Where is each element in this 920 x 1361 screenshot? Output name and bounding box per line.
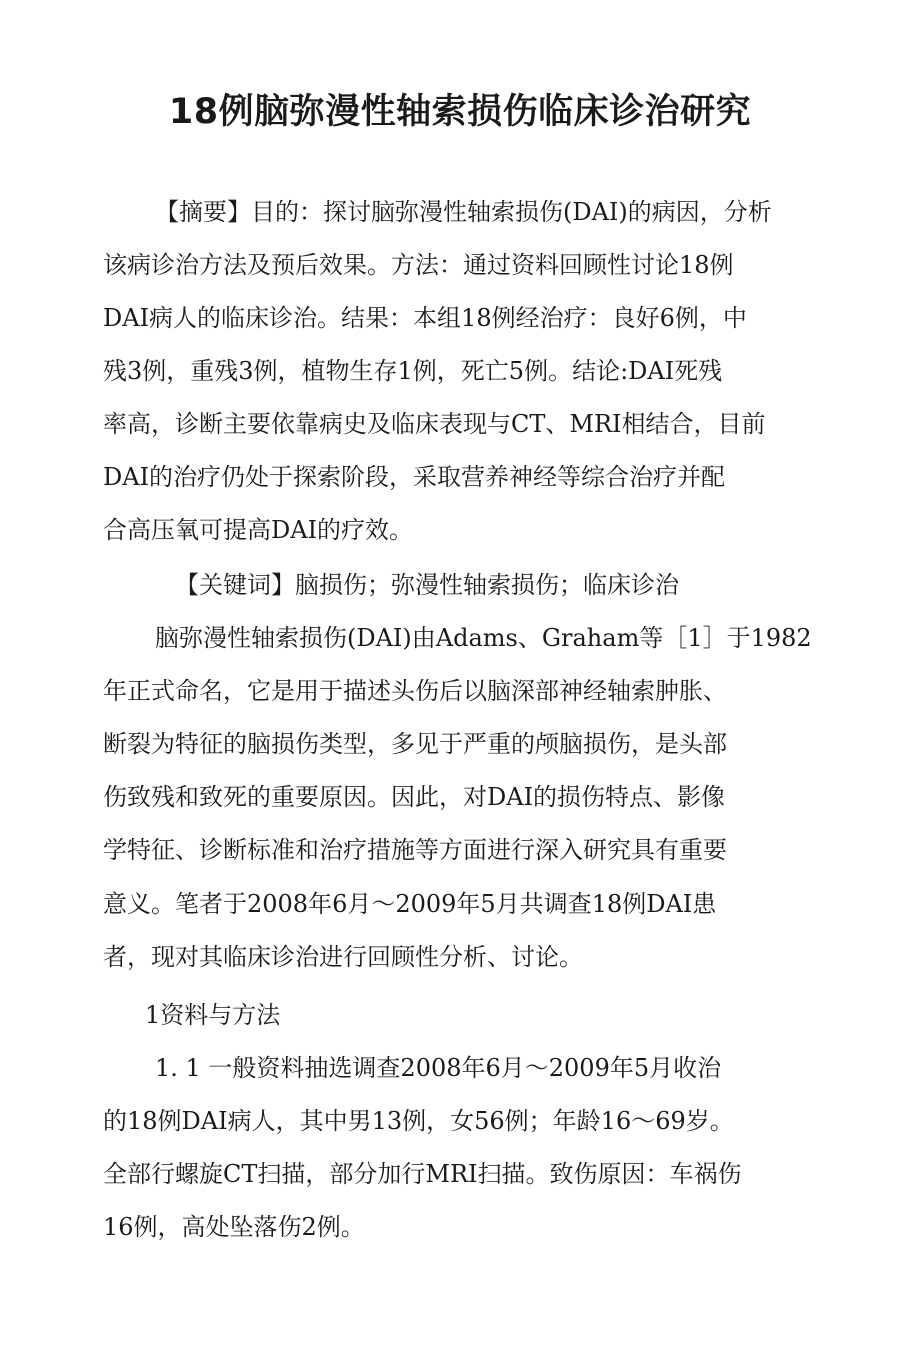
intro-line: 脑弥漫性轴索损伤(DAI)由Adams、Graham等［1］于1982	[155, 624, 812, 652]
intro-line: 意义。笔者于2008年6月～2009年5月共调查18例DAI患	[103, 890, 717, 918]
intro-line: 伤致残和致死的重要原因。因此，对DAI的损伤特点、影像	[103, 783, 726, 811]
abstract-line: DAI病人的临床诊治。结果：本组18例经治疗：良好6例，中	[103, 304, 747, 332]
subsection-line: 1. 1 一般资料抽选调查2008年6月～2009年5月收治	[155, 1054, 722, 1082]
abstract-line: 残3例，重残3例，植物生存1例，死亡5例。结论:DAI死残	[103, 357, 723, 385]
subsection-line: 全部行螺旋CT扫描，部分加行MRI扫描。致伤原因：车祸伤	[103, 1160, 742, 1188]
abstract-line: 率高，诊断主要依靠病史及临床表现与CT、MRI相结合，目前	[103, 410, 766, 438]
section-heading: 1资料与方法	[145, 1001, 281, 1029]
intro-line: 断裂为特征的脑损伤类型，多见于严重的颅脑损伤，是头部	[103, 730, 727, 758]
intro-line: 年正式命名，它是用于描述头伤后以脑深部神经轴索肿胀、	[103, 677, 727, 705]
abstract-line: 该病诊治方法及预后效果。方法：通过资料回顾性讨论18例	[103, 251, 734, 279]
document-title: 18例脑弥漫性轴索损伤临床诊治研究	[168, 92, 752, 132]
intro-line: 学特征、诊断标准和治疗措施等方面进行深入研究具有重要	[103, 836, 727, 864]
subsection-line: 16例，高处坠落伤2例。	[103, 1213, 365, 1241]
abstract-line: DAI的治疗仍处于探索阶段，采取营养神经等综合治疗并配	[103, 463, 726, 491]
keywords-line: 【关键词】脑损伤；弥漫性轴索损伤；临床诊治	[175, 571, 679, 599]
intro-line: 者，现对其临床诊治进行回顾性分析、讨论。	[103, 943, 583, 971]
abstract-line: 合高压氧可提高DAI的疗效。	[103, 516, 414, 544]
abstract-line: 【摘要】目的：探讨脑弥漫性轴索损伤(DAI)的病因，分析	[155, 198, 772, 226]
subsection-line: 的18例DAI病人，其中男13例，女56例；年龄16～69岁。	[103, 1107, 734, 1135]
